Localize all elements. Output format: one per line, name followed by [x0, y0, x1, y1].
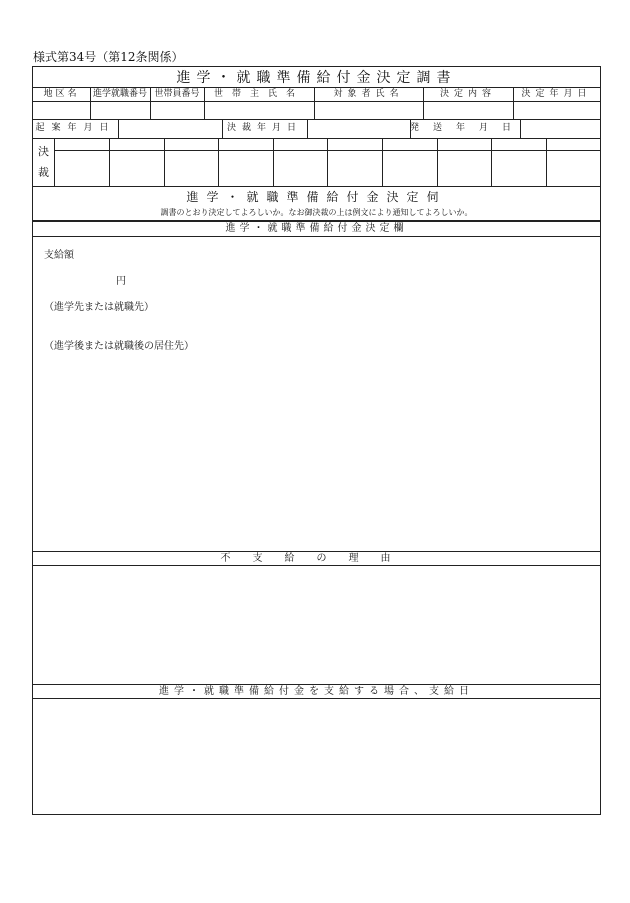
divider: [33, 87, 600, 88]
district-header: 地区名: [43, 89, 80, 99]
seal-box-divider: [109, 138, 110, 186]
yen-label: 円: [116, 276, 126, 287]
divider: [314, 87, 315, 119]
divider: [118, 119, 119, 138]
seal-box-divider: [273, 138, 274, 186]
seal-box-divider: [327, 138, 328, 186]
divider: [33, 551, 600, 552]
divider: [204, 87, 205, 119]
divider: [54, 138, 55, 186]
divider: [33, 101, 600, 102]
divider: [33, 565, 600, 566]
divider: [513, 87, 514, 119]
seal-box-divider: [382, 138, 383, 186]
sent-date-label: 発送年月日: [410, 123, 526, 133]
seal-box-divider: [437, 138, 438, 186]
divider: [33, 684, 600, 685]
non-payment-title: 不支給の理由: [220, 553, 413, 564]
divider: [150, 87, 151, 119]
decision-section-title: 進学・就職準備給付金決定欄: [225, 223, 408, 234]
payment-date-title: 進学・就職準備給付金を支給する場合、支給日: [159, 686, 474, 697]
divider: [33, 698, 600, 699]
member-number-header: 世帯員番号: [154, 89, 200, 99]
divider: [90, 87, 91, 119]
divider: [33, 236, 600, 237]
seal-box-divider: [546, 138, 547, 186]
inquiry-note: 調書のとおり決定してよろしいか。なお御決裁の上は例文により通知してよろしいか。: [160, 208, 473, 217]
form-number: 様式第34号（第12条関係）: [33, 50, 184, 64]
inquiry-title: 進学・就職準備給付金決定伺: [186, 190, 447, 204]
form-title: 進学・就職準備給付金決定調書: [176, 70, 457, 86]
job-number-header: 進学就職番号: [92, 89, 147, 99]
divider: [520, 119, 521, 138]
approved-date-label: 決裁年月日: [226, 123, 302, 133]
divider: [33, 220, 600, 222]
divider: [423, 87, 424, 119]
seal-box-divider: [491, 138, 492, 186]
divider: [33, 138, 600, 139]
amount-label: 支給額: [44, 250, 74, 261]
decision-date-header: 決定年月日: [521, 89, 592, 99]
destination-label: （進学先または就職先）: [44, 302, 154, 313]
approval-label-1: 決: [38, 145, 49, 158]
decision-content-header: 決定内容: [439, 89, 496, 99]
drafted-date-label: 起案年月日: [35, 123, 116, 133]
approval-label-2: 裁: [38, 166, 49, 179]
decision-form: [32, 66, 601, 815]
divider: [33, 186, 600, 187]
residence-label: （進学後または就職後の居住先）: [44, 341, 194, 352]
householder-name-header: 世帯主氏名: [213, 89, 304, 99]
target-name-header: 対象者氏名: [333, 89, 404, 99]
seal-box-divider: [164, 138, 165, 186]
divider: [307, 119, 308, 138]
seal-box-divider: [218, 138, 219, 186]
